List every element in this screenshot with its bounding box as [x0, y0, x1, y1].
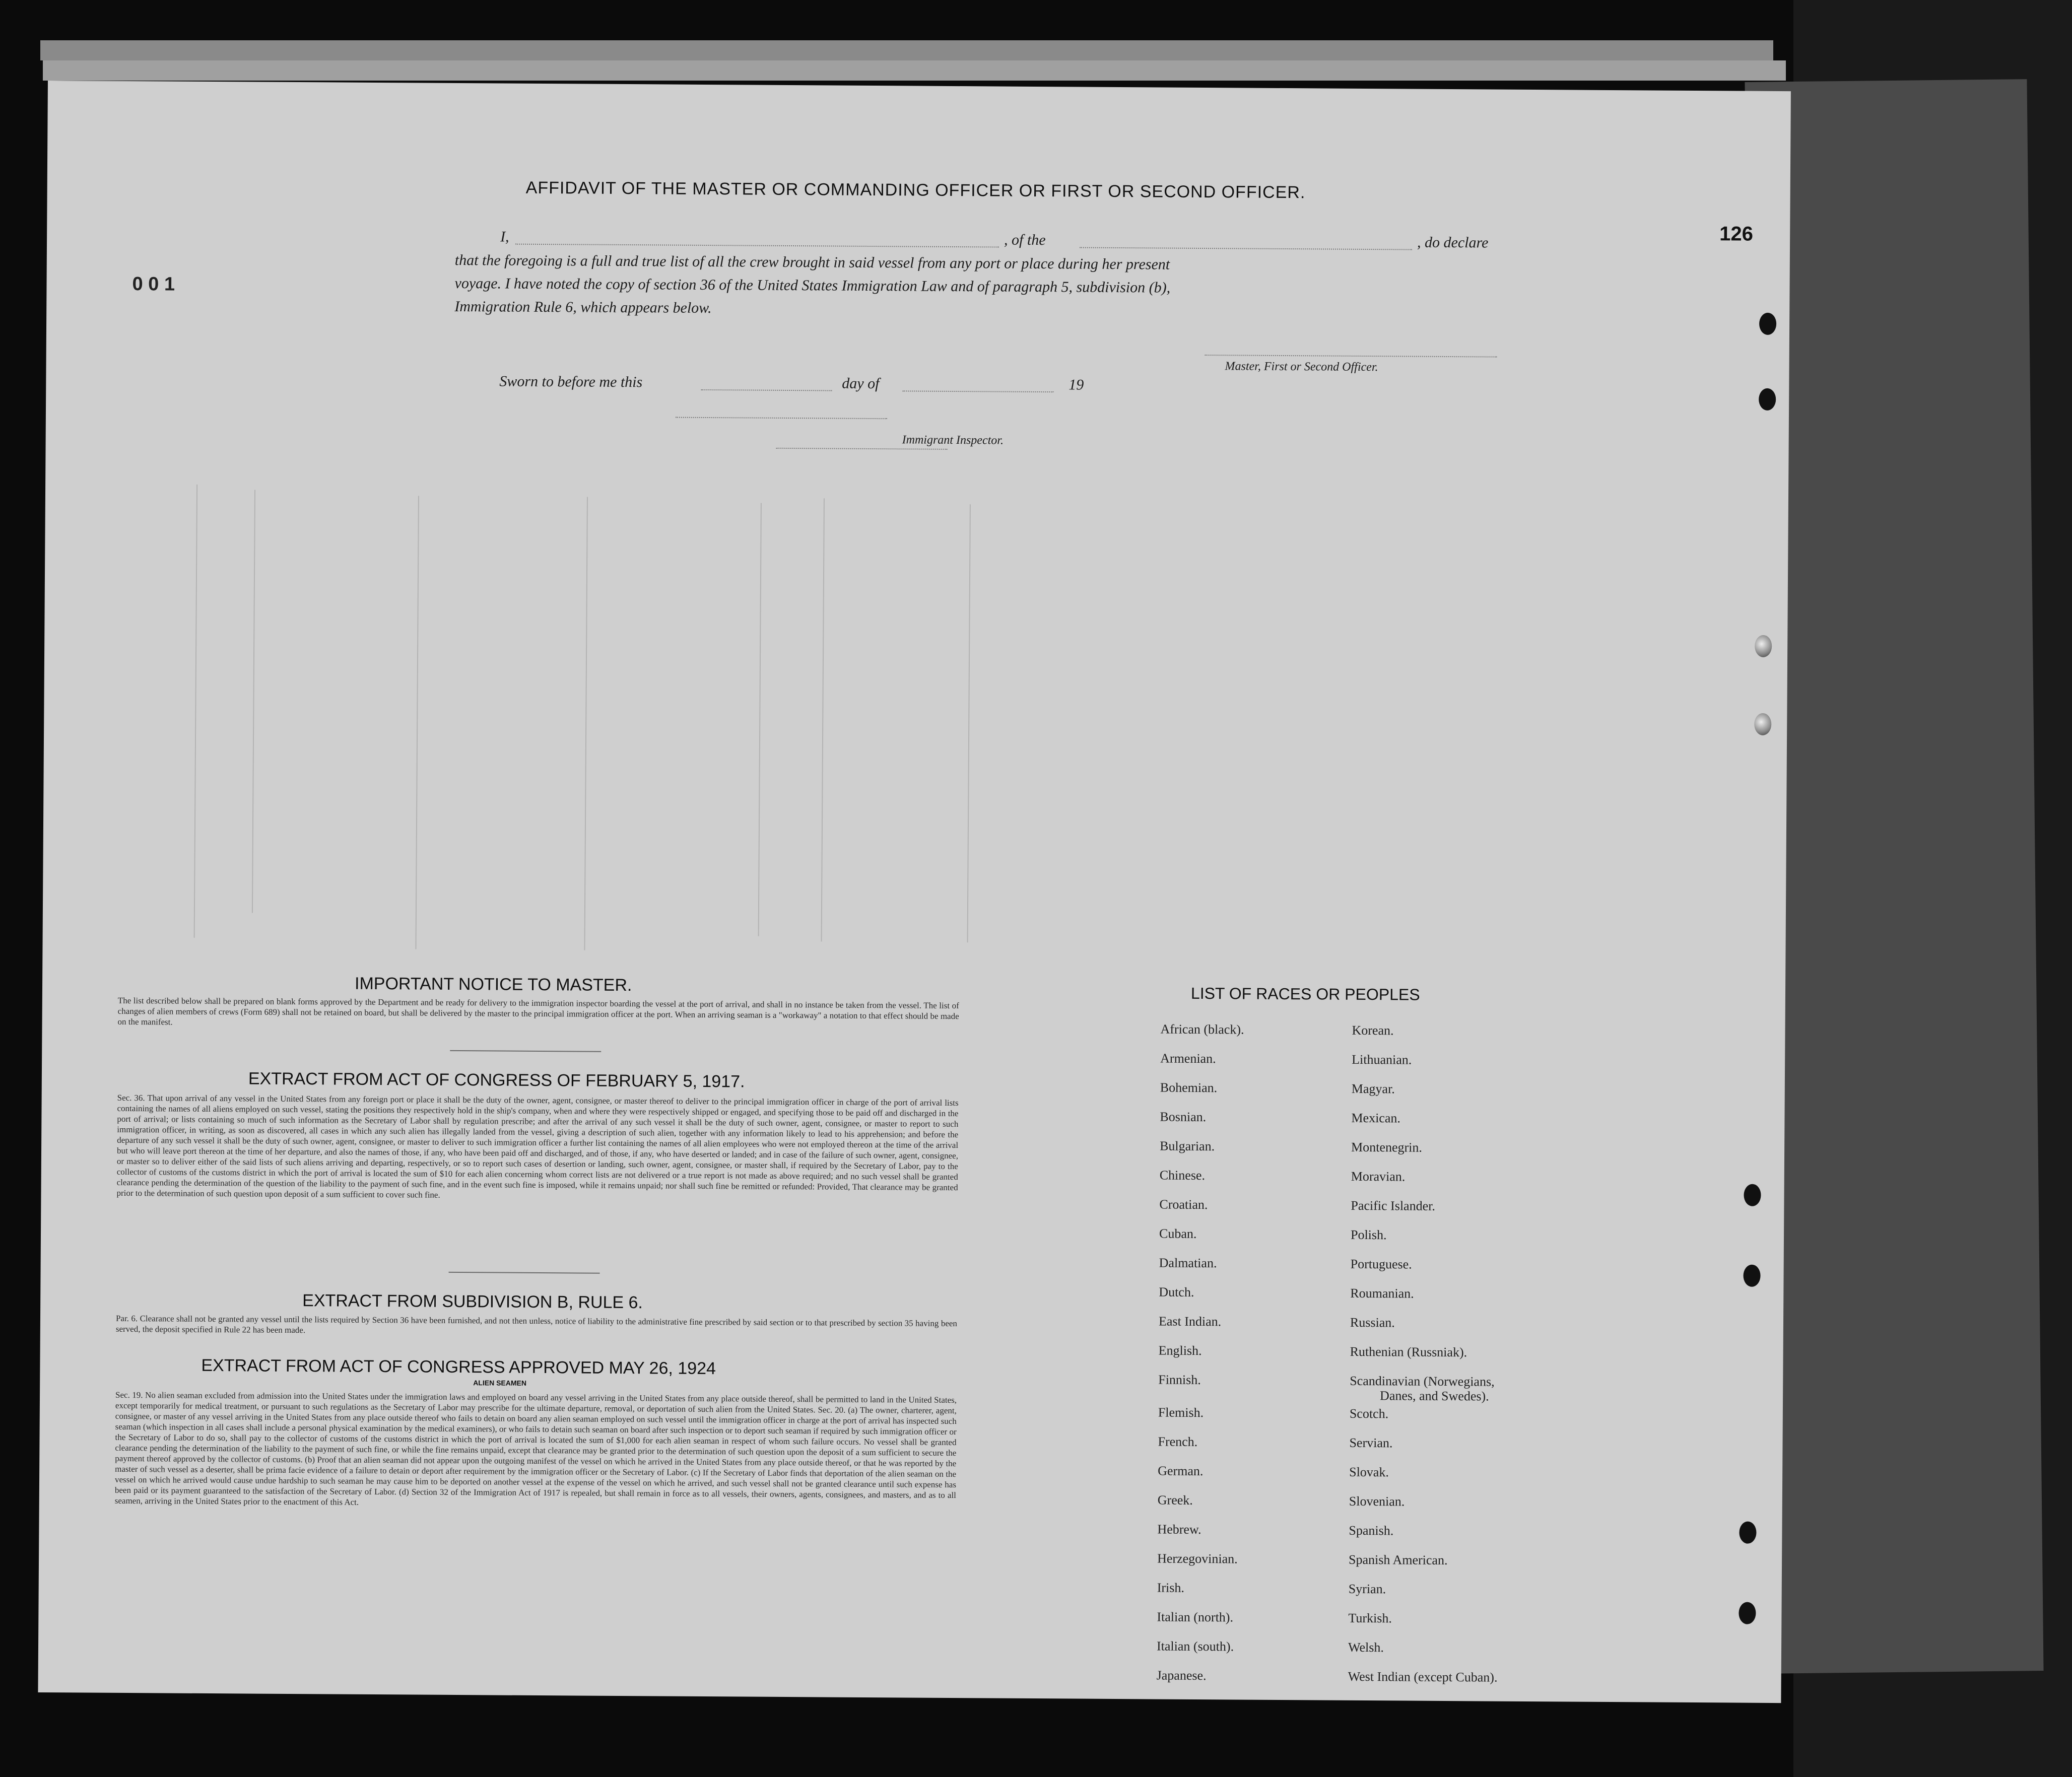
race-item: Lithuanian. [1352, 1052, 1412, 1067]
margin-mark: 0 0 1 [132, 274, 175, 295]
vessel-blank-line [1080, 247, 1412, 250]
race-item: Flemish. [1158, 1405, 1204, 1420]
race-item-continued: Danes, and Swedes). [1380, 1388, 1489, 1404]
act-1917-text: Sec. 36. That upon arrival of any vessel in the United States from any foreign port or place it shall be the duty of the owner, agent, consignee, or master thereof to deliver to the principal immigration officer in charge of the port of arrival lists containing the names of all aliens employed on such vessel, stating the positions they respectively hold in the ship's company, when and where they were respectively shipped or engaged, and specifying those to be paid off and discharged in the port of arrival; or lists containing so much of such information as the Secretary of Labor shall by regulation prescribe; and after the arrival of any such vessel it shall be the duty of such owner, agent, consignee, or master to report to such immigration officer, in writing, as soon as discovered, all cases in which any such alien has illegally landed from the vessel, giving a description of such alien, together with any information likely to lead to his apprehension; and before the departure of any such vessel it shall be the duty of such owner, agent, consignee, or master to deliver to such immigration officer a further list containing the names of all alien employees who were not employed thereon at the time of the arrival but who will leave port thereon at the time of her departure, and also the names of those, if any, who have been paid off and discharged, and of those, if any, who have deserted or landed; and in case of the failure of such owner, agent, consignee, or master so to deliver either of the said lists of such aliens arriving and departing, respectively, or so to report such cases of desertion or landing, such owner, agent, consignee, or master shall, if required by the Secretary of Labor, pay to the collector of customs of the customs district in which the port of arrival is located the sum of $10 for each alien concerning whom correct lists are not delivered or a true report is not made as above required; and no such vessel shall be granted clearance pending the determination of the question of the liability to the payment of such fine, and in the event such fine is imposed, while it remains unpaid; nor shall such fine be remitted or refunded: Provided, That clearance may be granted prior to the determination of such question upon deposit of a sum sufficient to cover such fine. [116, 1092, 959, 1200]
column-line [252, 490, 255, 913]
race-item: Moravian. [1351, 1169, 1406, 1184]
race-item: East Indian. [1158, 1314, 1222, 1329]
race-item: Chinese. [1159, 1168, 1206, 1183]
race-item: Greek. [1157, 1492, 1193, 1508]
affidavit-title: AFFIDAVIT OF THE MASTER OR COMMANDING OFFICER OR FIRST OR SECOND OFFICER. [525, 178, 1306, 202]
race-item: Spanish. [1349, 1523, 1394, 1538]
races-title: LIST OF RACES OR PEOPLES [1190, 984, 1420, 1004]
race-item: Italian (north). [1157, 1609, 1234, 1625]
page-edge [40, 40, 1773, 60]
inspector-line-1 [676, 417, 887, 420]
race-item: Irish. [1157, 1580, 1185, 1595]
race-item: Polish. [1350, 1227, 1387, 1243]
act-1917-title: EXTRACT FROM ACT OF CONGRESS OF FEBRUARY 5, 1917. [248, 1069, 745, 1091]
race-item: African (black). [1160, 1021, 1244, 1037]
race-item: Dalmatian. [1159, 1255, 1217, 1271]
binder-hole [1759, 313, 1776, 335]
race-item: Portuguese. [1350, 1256, 1412, 1272]
race-item: Ruthenian (Russniak). [1350, 1344, 1467, 1360]
binder-hole [1739, 1522, 1756, 1544]
affidavit-line-4: Immigration Rule 6, which appears below. [454, 298, 712, 317]
race-item: Slovenian. [1349, 1493, 1405, 1509]
race-item: French. [1158, 1434, 1198, 1449]
race-item: Slovak. [1349, 1464, 1389, 1480]
affidavit-line-3: voyage. I have noted the copy of section 36 of the United States Immigration Law and of paragraph 5, subdivision (b), [454, 275, 1171, 296]
act-1924-title: EXTRACT FROM ACT OF CONGRESS APPROVED MAY 26, 1924 [201, 1355, 716, 1379]
act-1924-text: Sec. 19. No alien seaman excluded from admission into the United States under the immigration laws and employed on board any vessel arriving in the United States from any place outside thereof, shall be permitted to land in the United States, except temporarily for medical treatment, or pursuant to such regulations as the Secretary of Labor may prescribe for the ultimate departure, removal, or deportation of such alien from the United States. Sec. 20. (a) The owner, charterer, agent, consignee, or master of any vessel arriving in the United States from any place outside thereof who fails to detain on board any alien seaman employed on such vessel until the immigration officer in charge at the port of arrival has inspected such seaman (which inspection in all cases shall include a personal physical examination by the medical examiners), or who fails to detain such seaman on board after such inspection or to deport such seaman if required by such immigration officer or the Secretary of Labor to do so, shall pay to the collector of customs of the customs district in which the port of arrival is located the sum of $1,000 for each alien seaman in respect of whom such failure occurs. No vessel shall be granted clearance pending the determination of the liability to the payment of such fine, or while the fine remains unpaid, except that clearance may be granted prior to the determination of such question upon the deposit of a sum sufficient to secure the payment thereof approved by the collector of customs. (b) Proof that an alien seaman did not appear upon the outgoing manifest of the vessel on which he arrived in the United States from any place outside thereof, or that he was reported by the master of such vessel as a deserter, shall be prima facie evidence of a failure to detain or deport after requirement by the immigration officer or the Secretary of Labor. (c) If the Secretary of Labor finds that deportation of the alien seaman on the vessel on which he arrived would cause undue hardship to such seaman he may cause him to be deported on another vessel at the expense of the vessel on which he arrived, and such vessel shall not be granted clearance until such expense has been paid or its payment guaranteed to the satisfaction of the Secretary of Labor. (d) Section 32 of the Immigration Act of 1917 is repealed, but shall remain in force as to all vessels, their owners, agents, consignees, and masters, and as to all seamen, arriving in the United States prior to the enactment of this Act. [114, 1390, 957, 1507]
binder-hole [1743, 1265, 1760, 1287]
race-item: Bohemian. [1160, 1080, 1218, 1096]
inspector-line-2 [776, 448, 948, 450]
affidavit-of-the: , of the [1004, 231, 1046, 249]
race-item: Pacific Islander. [1351, 1198, 1435, 1213]
column-line [194, 485, 197, 938]
column-line [758, 503, 762, 936]
day-blank-line [701, 389, 832, 391]
section-divider [449, 1272, 600, 1274]
race-item: Syrian. [1348, 1581, 1386, 1597]
subdivision-title: EXTRACT FROM SUBDIVISION B, RULE 6. [302, 1291, 643, 1313]
race-item: German. [1158, 1463, 1204, 1479]
column-line [584, 497, 587, 950]
binder-hole [1759, 388, 1776, 411]
race-item: Japanese. [1156, 1668, 1207, 1683]
binder-hole [1739, 1602, 1756, 1624]
race-item: Scotch. [1349, 1406, 1389, 1421]
race-item: Russian. [1350, 1315, 1395, 1330]
column-line [821, 498, 825, 941]
section-divider [450, 1050, 601, 1052]
race-item: Herzegovinian. [1157, 1551, 1238, 1566]
race-item: Bulgarian. [1160, 1138, 1215, 1154]
notice-text: The list described below shall be prepared on blank forms approved by the Department and be ready for delivery to the immigration inspector boarding the vessel at the port of arrival, and shall in no instance be taken from the vessel. The list of changes of alien members of crews (Form 689) shall not be retained on board, but shall be delivered by the master to the principal immigration officer at the port. When an arriving seaman is a "workaway" a notation to that effect should be made on the manifest. [117, 995, 959, 1027]
sworn-text: Sworn to before me this [499, 373, 643, 391]
race-item: Bosnian. [1160, 1109, 1207, 1125]
race-item: Korean. [1352, 1022, 1394, 1038]
race-item: Italian (south). [1156, 1638, 1234, 1654]
race-item: Montenegrin. [1351, 1139, 1423, 1155]
underlying-sheet [1745, 79, 2043, 1674]
race-item: Armenian. [1160, 1051, 1216, 1066]
race-item: Servian. [1349, 1435, 1393, 1451]
race-item: West Indian (except Cuban). [1348, 1669, 1498, 1685]
signature-line [1205, 355, 1497, 358]
document-page [38, 81, 1790, 1703]
race-item: Croatian. [1159, 1197, 1208, 1212]
race-item: English. [1158, 1343, 1202, 1358]
page-edge [43, 60, 1786, 81]
race-item: Finnish. [1158, 1372, 1201, 1388]
name-blank-line [515, 244, 999, 248]
month-blank-line [902, 390, 1053, 392]
race-item: Dutch. [1159, 1284, 1194, 1300]
race-item: Spanish American. [1349, 1552, 1448, 1568]
race-item: Cuban. [1159, 1226, 1197, 1241]
signature-label: Master, First or Second Officer. [1225, 360, 1378, 374]
subdivision-text: Par. 6. Clearance shall not be granted any vessel until the lists required by Section 36 have been furnished, and not then unless, notice of liability to the administrative fine prescribed by said section or to that prescribed by section 35 having been served, the deposit specified in Rule 22 has been made. [115, 1313, 958, 1335]
race-item: Magyar. [1351, 1081, 1395, 1097]
binder-hole [1744, 1184, 1761, 1206]
affidavit-declare: , do declare [1417, 234, 1489, 251]
day-of-text: day of [842, 375, 880, 392]
affidavit-i: I, [500, 228, 509, 245]
binder-hole [1755, 635, 1772, 657]
race-item: Mexican. [1351, 1110, 1401, 1126]
race-item: Scandinavian (Norwegians, [1350, 1373, 1495, 1389]
race-item: Turkish. [1348, 1610, 1392, 1626]
race-item: Hebrew. [1157, 1522, 1201, 1537]
act-1924-subtitle: ALIEN SEAMEN [473, 1379, 527, 1387]
year-prefix: 19 [1068, 376, 1084, 393]
race-item: Roumanian. [1350, 1285, 1414, 1301]
affidavit-line-2: that the foregoing is a full and true list of all the crew brought in said vessel from any port or place during her present [454, 251, 1170, 273]
inspector-label: Immigrant Inspector. [902, 433, 1004, 447]
column-line [415, 496, 419, 949]
race-item: Welsh. [1348, 1639, 1384, 1655]
notice-title: IMPORTANT NOTICE TO MASTER. [354, 974, 632, 995]
page-number: 126 [1719, 223, 1754, 245]
column-line [967, 504, 971, 942]
binder-hole [1754, 713, 1771, 735]
